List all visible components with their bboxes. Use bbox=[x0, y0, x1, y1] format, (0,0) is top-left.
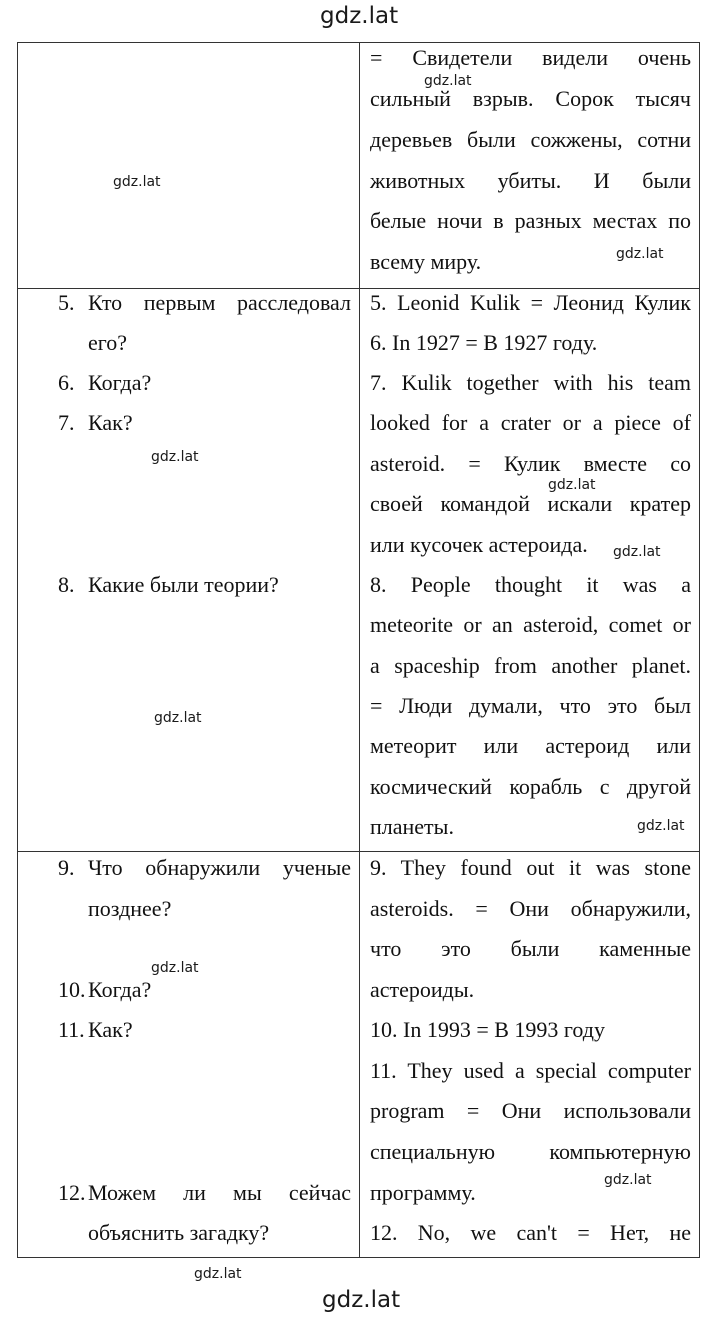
watermark: gdz.lat bbox=[613, 544, 661, 560]
answer-line: 5. Leonid Kulik = Леонид Кулик bbox=[370, 290, 691, 315]
question-text: Когда? bbox=[88, 977, 152, 1002]
answer-line: своей командой искали кратер bbox=[370, 491, 691, 516]
watermark: gdz.lat bbox=[637, 818, 685, 834]
answer-line: 7. Kulik together with his team bbox=[370, 370, 691, 395]
answer-line: 6. In 1927 = В 1927 году. bbox=[370, 330, 598, 355]
answer-line: = Люди думали, что это был bbox=[370, 693, 691, 718]
question-text: Можем ли мы сейчас bbox=[88, 1180, 351, 1205]
watermark-bottom: gdz.lat bbox=[322, 1287, 401, 1313]
answer-line: 11. They used a special computer bbox=[370, 1058, 691, 1083]
answer-line: meteorite or an asteroid, comet or bbox=[370, 612, 691, 637]
question-text: его? bbox=[88, 330, 128, 355]
watermark: gdz.lat bbox=[151, 960, 199, 976]
answer-line: asteroids. = Они обнаружили, bbox=[370, 896, 691, 921]
answer-line: белые ночи в разных местах по bbox=[370, 208, 691, 233]
answer-line: планеты. bbox=[370, 814, 454, 839]
answer-line: или кусочек астероида. bbox=[370, 532, 588, 557]
answer-line: животных убиты. И были bbox=[370, 168, 691, 193]
answer-line: program = Они использовали bbox=[370, 1098, 691, 1123]
answer-line: a spaceship from another planet. bbox=[370, 653, 691, 678]
question-number: 12. bbox=[58, 1180, 86, 1205]
question-number: 10. bbox=[58, 977, 86, 1002]
question-text: Когда? bbox=[88, 370, 152, 395]
question-number: 5. bbox=[58, 290, 75, 315]
answer-line: всему миру. bbox=[370, 249, 482, 274]
watermark: gdz.lat bbox=[151, 449, 199, 465]
question-number: 11. bbox=[58, 1017, 85, 1042]
answer-line: 9. They found out it was stone bbox=[370, 855, 691, 880]
table-border-right bbox=[699, 42, 700, 1258]
question-text: Что обнаружили ученые bbox=[88, 855, 351, 880]
question-text: Как? bbox=[88, 1017, 133, 1042]
watermark: gdz.lat bbox=[424, 73, 472, 89]
watermark-top: gdz.lat bbox=[320, 3, 399, 29]
answer-line: asteroid. = Кулик вместе со bbox=[370, 451, 691, 476]
question-number: 8. bbox=[58, 572, 75, 597]
table-border-left bbox=[17, 42, 18, 1258]
answer-line: что это были каменные bbox=[370, 936, 691, 961]
answer-line: = Свидетели видели очень bbox=[370, 45, 691, 70]
question-number: 7. bbox=[58, 410, 75, 435]
watermark: gdz.lat bbox=[616, 246, 664, 262]
column-divider bbox=[359, 42, 360, 1258]
question-text: Кто первым расследовал bbox=[88, 290, 351, 315]
watermark: gdz.lat bbox=[113, 174, 161, 190]
answer-line: деревьев были сожжены, сотни bbox=[370, 127, 691, 152]
question-number: 9. bbox=[58, 855, 75, 880]
watermark: gdz.lat bbox=[604, 1172, 652, 1188]
question-number: 6. bbox=[58, 370, 75, 395]
answer-line: программу. bbox=[370, 1180, 476, 1205]
question-text: Как? bbox=[88, 410, 133, 435]
question-text: Какие были теории? bbox=[88, 572, 279, 597]
answer-line: космический корабль с другой bbox=[370, 774, 691, 799]
watermark: gdz.lat bbox=[154, 710, 202, 726]
answer-line: специальную компьютерную bbox=[370, 1139, 691, 1164]
watermark: gdz.lat bbox=[194, 1266, 242, 1282]
question-text: объяснить загадку? bbox=[88, 1220, 270, 1245]
question-text: позднее? bbox=[88, 896, 172, 921]
answer-line: 8. People thought it was a bbox=[370, 572, 691, 597]
answer-line: looked for a crater or a piece of bbox=[370, 410, 691, 435]
answer-line: астероиды. bbox=[370, 977, 475, 1002]
answer-line: метеорит или астероид или bbox=[370, 733, 691, 758]
watermark: gdz.lat bbox=[548, 477, 596, 493]
answer-line: 12. No, we can't = Нет, не bbox=[370, 1220, 691, 1245]
answer-line: сильный взрыв. Сорок тысяч bbox=[370, 86, 691, 111]
answer-line: 10. In 1993 = В 1993 году bbox=[370, 1017, 605, 1042]
